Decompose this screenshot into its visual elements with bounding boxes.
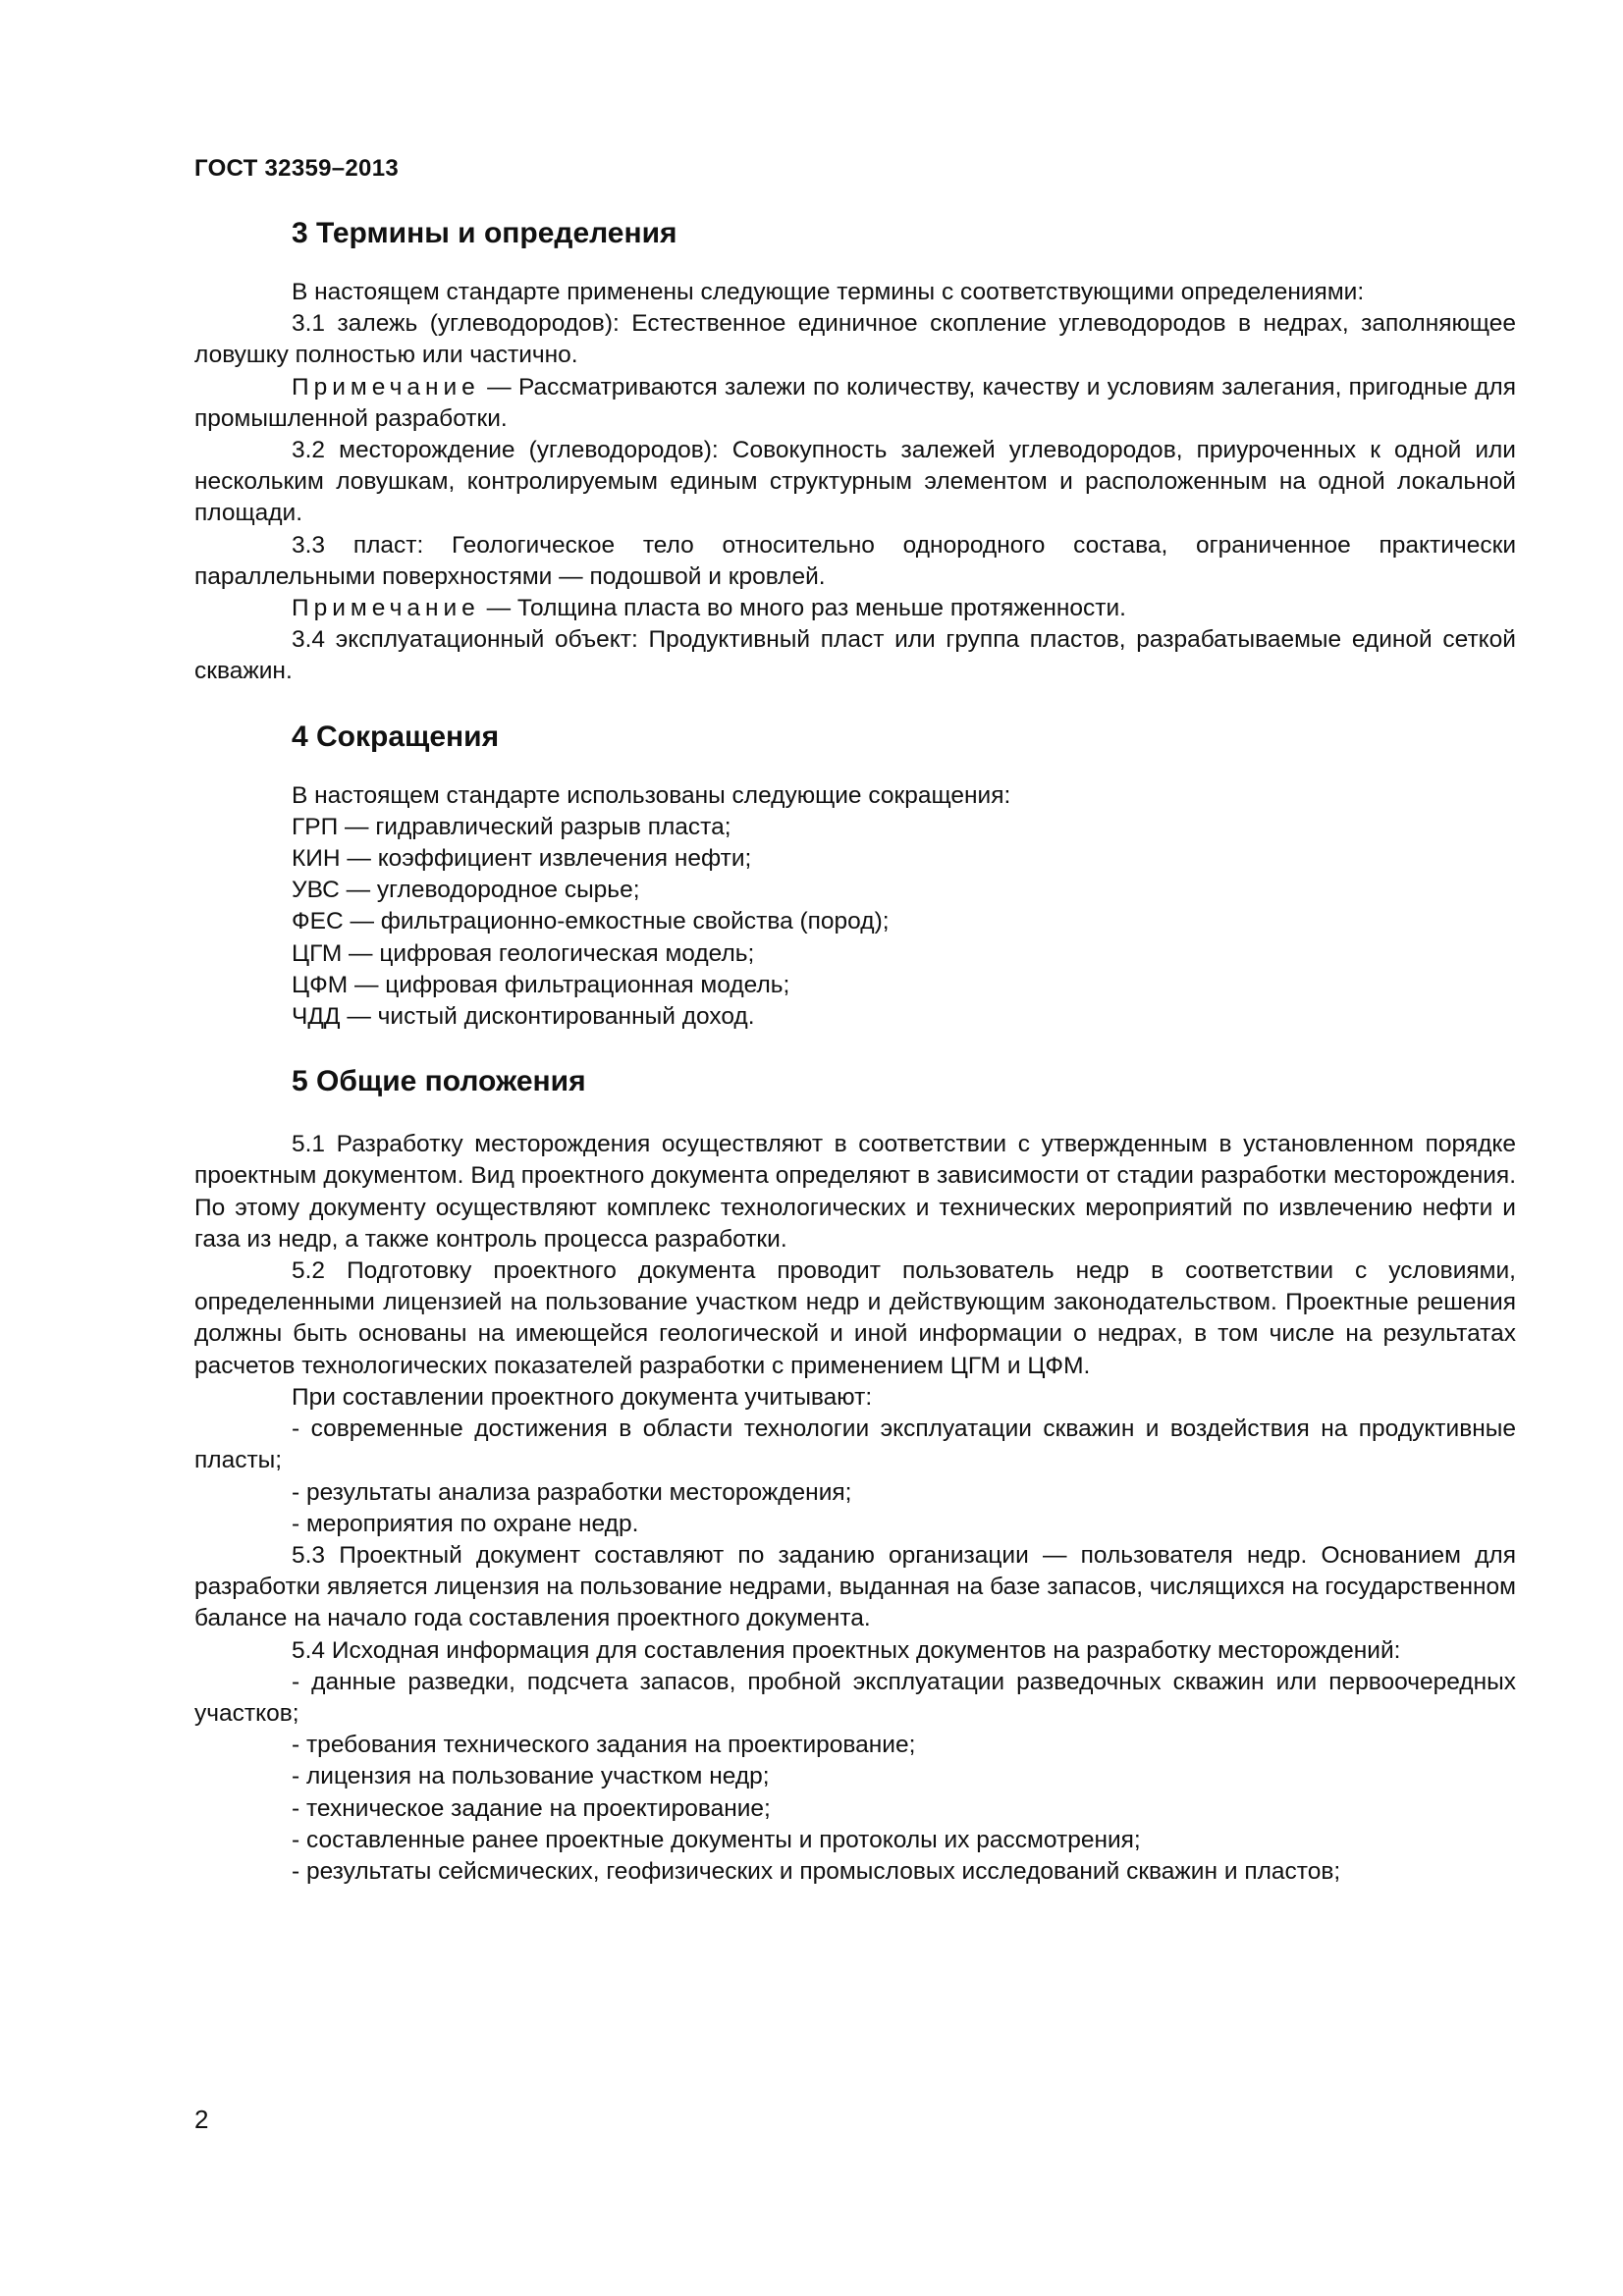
list-item: - требования технического задания на проектирование;: [292, 1732, 916, 1759]
note-label: Примечание: [292, 373, 480, 400]
section-4-heading: 4 Сокращения: [292, 720, 500, 753]
note-text: — Толщина пласта во много раз меньше протяженности.: [479, 595, 1126, 622]
note-text: — Рассматриваются залежи по количеству, качеству и условиям залегания, пригодные для промышленной разработки.: [194, 373, 1516, 432]
list-item: - результаты анализа разработки месторождения;: [292, 1478, 852, 1506]
term-3-1: 3.1 залежь (углеводородов): Естественное единичное скопление углеводородов в недрах, заполняющее ловушку полностью или частично.: [194, 310, 1516, 369]
list-item: - составленные ранее проектные документы и протоколы их рассмотрения;: [292, 1826, 1141, 1853]
abbreviation-list: [194, 780, 1516, 1034]
section-5-heading: 5 Общие положения: [292, 1065, 586, 1098]
abbreviation-item: ЦГМ — цифровая геологическая модель;: [292, 939, 755, 967]
list-item: - результаты сейсмических, геофизических и промысловых исследований скважин и пластов;: [292, 1857, 1341, 1885]
clause-5-3: 5.3 Проектный документ составляют по заданию организации — пользователя недр. Основанием для разработки является лицензия на пользование недрами, выданная на базе запасов, числящихся на государственном балансе на начало года составления проектного документа.: [194, 1541, 1516, 1632]
clause-5-4: 5.4 Исходная информация для составления проектных документов на разработку месторождений:: [292, 1636, 1401, 1664]
term-3-2: 3.2 месторождение (углеводородов): Совокупность залежей углеводородов, приуроченных к одной или нескольким ловушкам, контролируемым единым структурным элементом и расположенным на одной локальной площади.: [194, 437, 1516, 527]
section-4-intro: В настоящем стандарте использованы следующие сокращения:: [292, 781, 1011, 809]
document-code: ГОСТ 32359–2013: [194, 155, 399, 182]
abbreviation-item: ЦФМ — цифровая фильтрационная модель;: [292, 971, 790, 998]
list-item: - современные достижения в области технологии эксплуатации скважин и воздействия на продуктивные пласты;: [194, 1415, 1516, 1474]
clause-5-2-intro: При составлении проектного документа учитывают:: [292, 1383, 873, 1411]
clause-5-2: 5.2 Подготовку проектного документа проводит пользователь недр в соответствии с условиями, определенными лицензией на пользование участком недр и действующим законодательством. Проектные решения должны быть основаны на имеющейся геологической и иной информации о недрах, в том числе на результатах расчетов технологических показателей разработки с применением ЦГМ и ЦФМ.: [194, 1257, 1516, 1379]
list-item: - данные разведки, подсчета запасов, пробной эксплуатации разведочных скважин или первоочередных участков;: [194, 1668, 1516, 1727]
note-label: Примечание: [292, 595, 480, 622]
abbreviation-item: ЧДД — чистый дисконтированный доход.: [292, 1003, 755, 1031]
clause-5-1: 5.1 Разработку месторождения осуществляют в соответствии с утвержденным в установленном порядке проектным документом. Вид проектного документа определяют в зависимости от стадии разработки месторождения. По этому документу осуществляют комплекс технологических и технических мероприятий по извлечению нефти и газа из недр, а также контроль процесса разработки.: [194, 1131, 1516, 1253]
page-number: 2: [194, 2105, 209, 2134]
abbreviation-item: ФЕС — фильтрационно-емкостные свойства (пород);: [292, 908, 890, 935]
list-item: - лицензия на пользование участком недр;: [292, 1763, 770, 1790]
document-body: [194, 214, 1516, 1888]
section-3-intro: В настоящем стандарте применены следующие термины с соответствующими определениями:: [292, 279, 1365, 305]
section-3-heading: 3 Термины и определения: [292, 217, 677, 249]
list-item: - техническое задание на проектирование;: [292, 1794, 771, 1822]
term-3-4: 3.4 эксплуатационный объект: Продуктивный пласт или группа пластов, разрабатываемые единой сеткой скважин.: [194, 626, 1516, 685]
term-3-3: 3.3 пласт: Геологическое тело относительно однородного состава, ограниченное практически параллельными поверхностями — подошвой и кровлей.: [194, 531, 1516, 590]
abbreviation-item: ГРП — гидравлический разрыв пласта;: [292, 813, 731, 840]
note-2: [194, 593, 1516, 624]
note-1: [194, 372, 1516, 435]
abbreviation-item: КИН — коэффициент извлечения нефти;: [292, 845, 752, 873]
list-item: - мероприятия по охране недр.: [292, 1510, 639, 1537]
abbreviation-item: УВС — углеводородное сырье;: [292, 877, 640, 904]
